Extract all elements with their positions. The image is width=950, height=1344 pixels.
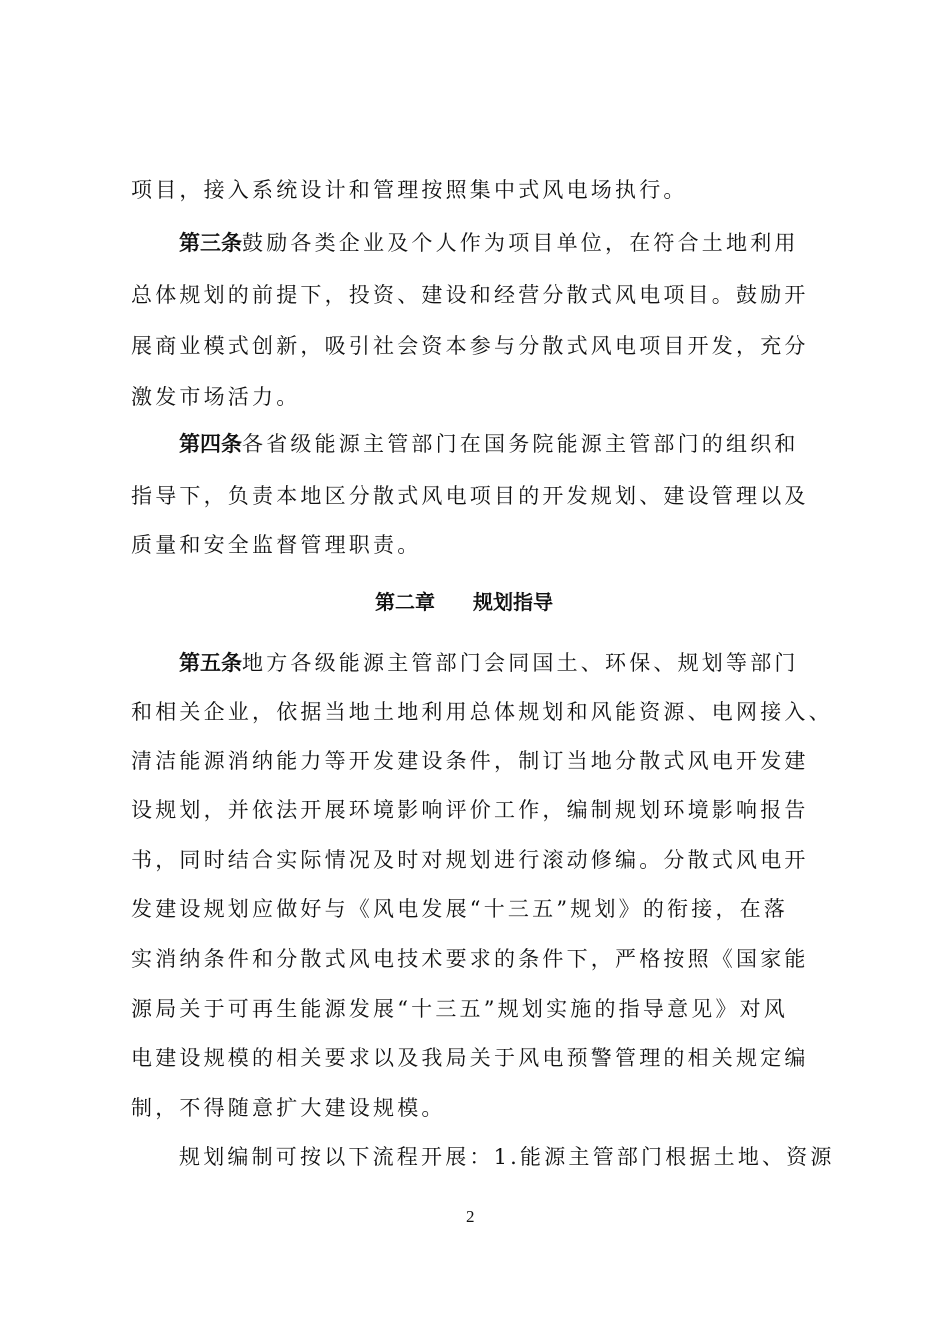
line-text: 发建设规划应做好与《风电发展“十三五”规划》的衔接，在落 <box>131 897 789 921</box>
paragraph-line <box>179 1143 835 1171</box>
line-text: 地方各级能源主管部门会同国土、环保、规划等部门 <box>242 651 799 675</box>
line-text: 清洁能源消纳能力等开发建设条件，制订当地分散式风电开发建 <box>131 749 809 773</box>
chapter-title: 规划指导 <box>473 590 553 614</box>
chapter-number: 第二章 <box>375 590 435 614</box>
article-label: 第四条 <box>179 432 242 456</box>
paragraph-line <box>131 895 788 923</box>
line-text: 激发市场活力。 <box>131 385 301 409</box>
paragraph-line <box>131 1094 446 1122</box>
paragraph-line <box>131 945 809 973</box>
line-text: 书，同时结合实际情况及时对规划进行滚动修编。分散式风电开 <box>131 848 809 872</box>
line-text: 鼓励各类企业及个人作为项目单位，在符合土地利用 <box>242 231 799 255</box>
line-text: 规划编制可按以下流程开展：1.能源主管部门根据土地、资源 <box>179 1145 835 1169</box>
line-text: 实消纳条件和分散式风电技术要求的条件下，严格按照《国家能 <box>131 947 809 971</box>
article-5-line <box>179 649 799 677</box>
article-label: 第三条 <box>179 231 242 255</box>
paragraph-line <box>131 846 809 874</box>
line-text: 和相关企业，依据当地土地利用总体规划和风能资源、电网接入、 <box>131 700 833 724</box>
paragraph-line <box>131 531 421 559</box>
chapter-heading <box>375 588 553 616</box>
line-text: 质量和安全监督管理职责。 <box>131 533 422 557</box>
paragraph-line <box>131 698 833 726</box>
article-3-line <box>179 229 799 257</box>
paragraph-line <box>131 747 809 775</box>
paragraph-line <box>131 796 809 824</box>
line-text: 设规划，并依法开展环境影响评价工作，编制规划环境影响报告 <box>131 798 809 822</box>
line-text: 总体规划的前提下，投资、建设和经营分散式风电项目。鼓励开 <box>131 283 809 307</box>
article-label: 第五条 <box>179 651 242 675</box>
paragraph-line <box>131 332 809 360</box>
line-text: 各省级能源主管部门在国务院能源主管部门的组织和 <box>242 432 799 456</box>
paragraph-line <box>131 1044 809 1072</box>
page-number: 2 <box>466 1207 475 1226</box>
line-text: 展商业模式创新，吸引社会资本参与分散式风电项目开发，充分 <box>131 334 809 358</box>
article-4-line <box>179 430 799 458</box>
line-text: 电建设规模的相关要求以及我局关于风电预警管理的相关规定编 <box>131 1046 809 1070</box>
paragraph-line <box>131 383 300 411</box>
paragraph-line <box>131 281 809 309</box>
paragraph-line <box>131 176 688 204</box>
line-text: 制，不得随意扩大建设规模。 <box>131 1096 446 1120</box>
paragraph-line <box>131 482 809 510</box>
paragraph-line <box>131 995 788 1023</box>
line-text: 项目，接入系统设计和管理按照集中式风电场执行。 <box>131 178 688 202</box>
line-text: 指导下，负责本地区分散式风电项目的开发规划、建设管理以及 <box>131 484 809 508</box>
line-text: 源局关于可再生能源发展“十三五”规划实施的指导意见》对风 <box>131 997 789 1021</box>
